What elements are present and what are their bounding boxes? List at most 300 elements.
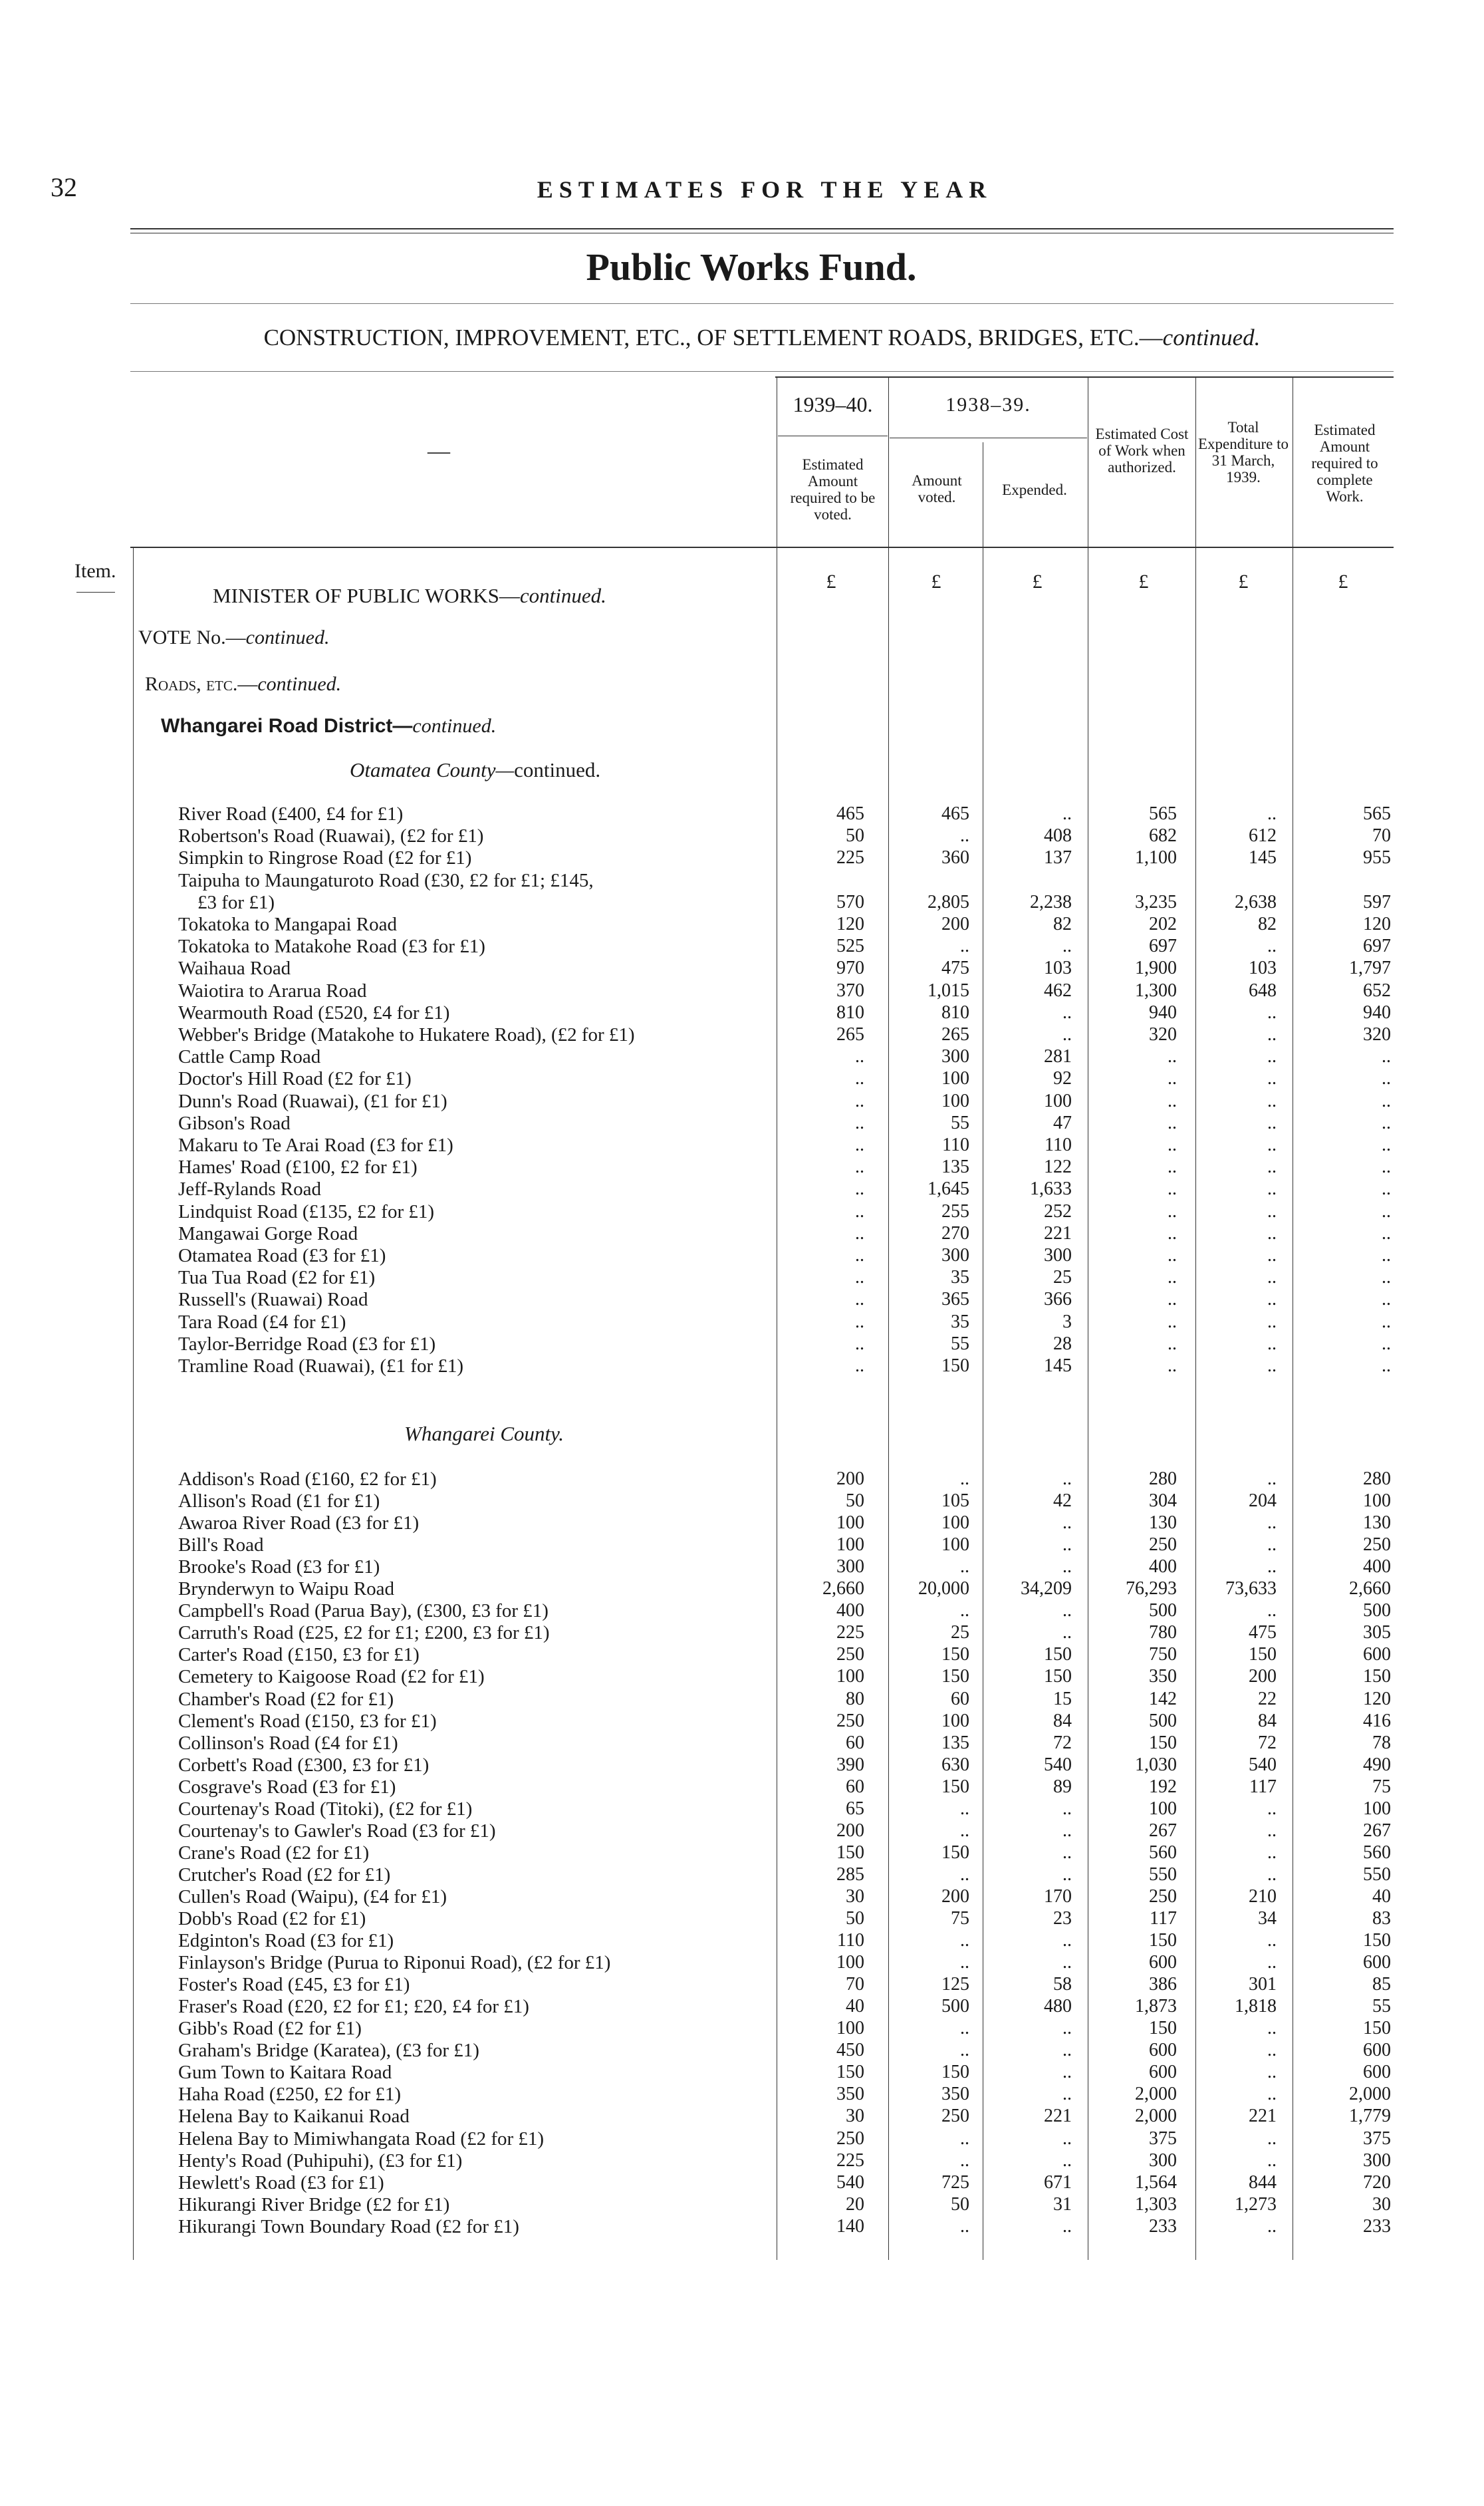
amount-cell: .. [960,1600,969,1621]
amount-cell: 100 [941,1512,969,1534]
currency-col-2: £ [931,571,941,593]
amount-cell: 150 [941,1842,969,1863]
amount-cell: 150 [941,1666,969,1687]
amount-cell: 25 [951,1622,969,1643]
amount-cell: .. [1382,1179,1391,1200]
amount-cell: .. [855,1112,864,1133]
amount-cell: 2,000 [1135,2106,1177,2127]
amount-cell: 150 [1149,2018,1177,2039]
amount-cell: .. [1062,1622,1072,1643]
road-description: Waiotira to Ararua Road [178,980,367,1002]
amount-cell: 500 [1363,1600,1391,1621]
amount-cell: 652 [1363,980,1391,1001]
amount-cell: 221 [1044,1222,1072,1244]
amount-cell: .. [1382,1333,1391,1354]
amount-cell: 150 [1149,1732,1177,1753]
amount-cell: .. [1168,1135,1177,1155]
amount-cell: 55 [1372,1996,1391,2017]
amount-cell: .. [1382,1157,1391,1178]
col-est-complete-heading: Estimated Amount required to complete Work. [1311,422,1378,505]
road-description: Hames' Road (£100, £2 for £1) [178,1157,418,1179]
col-1938-heading: 1938–39. [945,394,1031,416]
road-description: Tua Tua Road (£2 for £1) [178,1267,376,1289]
amount-cell: 117 [1249,1776,1277,1797]
amount-cell: 100 [941,1710,969,1731]
road-description: Tokatoka to Matakohe Road (£3 for £1) [178,936,485,958]
amount-cell: .. [1267,1842,1277,1863]
amount-cell: 600 [1149,2062,1177,2083]
amount-cell: 100 [836,1666,864,1687]
amount-cell: 200 [836,1468,864,1489]
amount-cell: 570 [836,891,864,912]
amount-cell: .. [1267,1200,1277,1222]
amount-cell: 122 [1044,1157,1072,1178]
amount-cell: 560 [1363,1842,1391,1863]
currency-col-5: £ [1238,571,1249,593]
amount-cell: 100 [1363,1490,1391,1512]
amount-cell: .. [1267,1222,1277,1244]
amount-cell: .. [1382,1355,1391,1376]
amount-cell: .. [1168,1311,1177,1332]
amount-cell: 130 [1363,1512,1391,1534]
road-description: Carter's Road (£150, £3 for £1) [178,1644,420,1666]
amount-cell: 600 [1363,2062,1391,2083]
amount-cell: 648 [1249,980,1277,1001]
amount-cell: 47 [1053,1112,1072,1133]
currency-col-6: £ [1338,571,1348,593]
amount-cell: 50 [846,1908,864,1929]
amount-cell: 55 [951,1112,969,1133]
amount-cell: 350 [1149,1666,1177,1687]
amount-cell: .. [1168,1245,1177,1266]
amount-cell: .. [1062,1864,1072,1885]
amount-cell: 600 [1363,1644,1391,1665]
road-description: Otamatea Road (£3 for £1) [178,1245,386,1266]
col-expended-heading: Expended. [1002,482,1067,498]
col-1939-heading: 1939–40. [793,392,873,416]
amount-cell: 1,818 [1235,1996,1277,2017]
amount-cell: 145 [1249,847,1277,869]
subtitle-continued: continued. [1162,325,1261,350]
amount-cell: 550 [1149,1864,1177,1885]
amount-cell: .. [1267,1930,1277,1951]
amount-cell: 250 [1149,1885,1177,1907]
amount-cell: 1,300 [1135,980,1177,1001]
amount-cell: 65 [846,1798,864,1819]
vote-heading [138,626,329,649]
amount-cell: .. [1382,1046,1391,1067]
amount-cell: 75 [951,1908,969,1929]
amount-cell: 150 [941,1776,969,1797]
currency-col-3: £ [1032,571,1043,593]
amount-cell: 320 [1363,1024,1391,1045]
road-description: Gibson's Road [178,1112,291,1134]
amount-cell: .. [1267,2040,1277,2061]
amount-cell: .. [1168,1157,1177,1178]
amount-cell: .. [1382,1222,1391,1244]
amount-cell: 50 [846,825,864,847]
amount-cell: 40 [1372,1885,1391,1907]
amount-cell: 265 [836,1024,864,1045]
amount-cell: 285 [836,1864,864,1885]
amount-cell: 682 [1149,825,1177,847]
amount-cell: 150 [1363,2018,1391,2039]
amount-cell: .. [1267,2018,1277,2039]
amount-cell: 2,000 [1135,2084,1177,2105]
amount-cell: 970 [836,958,864,979]
amount-cell: .. [1267,1864,1277,1885]
amount-cell: 400 [1149,1556,1177,1578]
amount-cell: 42 [1053,1490,1072,1512]
amount-cell: 78 [1372,1732,1391,1753]
amount-cell: 252 [1044,1200,1072,1222]
amount-cell: 540 [1044,1754,1072,1775]
amount-cell: 100 [1044,1090,1072,1111]
amount-cell: 1,900 [1135,958,1177,979]
col-est-required-heading: Estimated Amount required to be voted. [790,456,876,523]
amount-cell: .. [1267,1267,1277,1288]
amount-cell: 940 [1149,1002,1177,1023]
amount-cell: .. [1168,1355,1177,1376]
amount-cell: .. [1062,1842,1072,1863]
amount-cell: 150 [1044,1644,1072,1665]
amount-cell: 100 [836,1534,864,1556]
amount-cell: 565 [1363,803,1391,824]
amount-cell: .. [960,1798,969,1819]
amount-cell: .. [1267,1355,1277,1376]
amount-cell: 475 [941,958,969,979]
amount-cell: .. [1168,1333,1177,1354]
road-description: Collinson's Road (£4 for £1) [178,1732,398,1754]
amount-cell: .. [1382,1245,1391,1266]
col-amount-voted-heading: Amount voted. [912,472,962,505]
vrule-item [133,547,134,2260]
amount-cell: 110 [837,1930,864,1951]
amount-cell: 22 [1258,1688,1277,1709]
road-description: Jeff-Rylands Road [178,1179,321,1200]
amount-cell: 135 [941,1732,969,1753]
amount-cell: 720 [1363,2171,1391,2193]
amount-cell: .. [1062,1512,1072,1534]
amount-cell: .. [1168,1090,1177,1111]
amount-cell: 270 [941,1222,969,1244]
amount-cell: .. [855,1135,864,1155]
amount-cell: .. [1062,2215,1072,2237]
amount-cell: 267 [1363,1820,1391,1841]
amount-cell: 280 [1363,1468,1391,1489]
road-description: Bill's Road [178,1534,264,1556]
amount-cell: 250 [941,2106,969,2127]
amount-cell: .. [1267,1046,1277,1067]
amount-cell: 30 [846,2106,864,2127]
amount-cell: 100 [836,1512,864,1534]
amount-cell: .. [960,1952,969,1973]
amount-cell: 1,015 [928,980,969,1001]
amount-cell: 250 [836,1644,864,1665]
otamatea-heading [350,758,600,782]
amount-cell: 600 [1363,1952,1391,1973]
road-description: Mangawai Gorge Road [178,1222,358,1244]
amount-cell: .. [1267,1468,1277,1489]
amount-cell: 500 [941,1996,969,2017]
amount-cell: 250 [1149,1534,1177,1556]
amount-cell: 408 [1044,825,1072,847]
amount-cell: 304 [1149,1490,1177,1512]
amount-cell: .. [855,1222,864,1244]
amount-cell: .. [1062,1798,1072,1819]
amount-cell: 202 [1149,914,1177,934]
amount-cell: .. [855,1157,864,1178]
amount-cell: .. [1267,1289,1277,1310]
amount-cell: 490 [1363,1754,1391,1775]
amount-cell: .. [855,1355,864,1376]
amount-cell: 281 [1044,1046,1072,1067]
amount-cell: 192 [1149,1776,1177,1797]
amount-cell: 400 [1363,1556,1391,1578]
amount-cell: 3 [1062,1311,1072,1332]
amount-cell: 416 [1363,1710,1391,1731]
road-description: Brynderwyn to Waipu Road [178,1578,394,1600]
amount-cell: .. [960,1468,969,1489]
amount-cell: .. [1062,2018,1072,2039]
amount-cell: 221 [1044,2106,1072,2127]
colhead-dash: — [428,439,450,464]
amount-cell: .. [960,2018,969,2039]
road-description: Courtenay's Road (Titoki), (£2 for £1) [178,1798,473,1820]
amount-cell: 600 [1149,1952,1177,1973]
road-description: Corbett's Road (£300, £3 for £1) [178,1754,430,1776]
amount-cell: 320 [1149,1024,1177,1045]
amount-cell: 60 [846,1776,864,1797]
amount-cell: 597 [1363,891,1391,912]
amount-cell: .. [1168,1046,1177,1067]
amount-cell: 386 [1149,1974,1177,1995]
road-description: Cosgrave's Road (£3 for £1) [178,1776,396,1798]
amount-cell: 300 [1044,1245,1072,1266]
item-underline [76,592,115,593]
amount-cell: 1,564 [1135,2171,1177,2193]
minister-heading-cont: continued. [519,584,606,607]
amount-cell: 390 [836,1754,864,1775]
amount-cell: 150 [1249,1644,1277,1665]
roads-heading [145,673,341,696]
road-description: Clement's Road (£150, £3 for £1) [178,1710,437,1732]
amount-cell: 612 [1249,825,1277,847]
amount-cell: 225 [836,2150,864,2171]
amount-cell: 671 [1044,2171,1072,2193]
amount-cell: 210 [1249,1885,1277,1907]
item-label: Item. [74,560,116,582]
minister-heading-main: MINISTER OF PUBLIC WORKS— [213,584,520,607]
header-rule-1 [130,228,1394,229]
road-description: Hewlett's Road (£3 for £1) [178,2171,384,2193]
road-description: Lindquist Road (£135, £2 for £1) [178,1200,435,1222]
amount-cell: 1,303 [1135,2193,1177,2215]
road-description: Cullen's Road (Waipu), (£4 for £1) [178,1885,447,1907]
amount-cell: 34,209 [1021,1578,1072,1600]
amount-cell: 810 [941,1002,969,1023]
subtitle-rule [130,371,1394,372]
amount-cell: .. [1267,1311,1277,1332]
amount-cell: 940 [1363,1002,1391,1023]
road-description: Robertson's Road (Ruawai), (£2 for £1) [178,825,484,847]
amount-cell: 630 [941,1754,969,1775]
amount-cell: 170 [1044,1885,1072,1907]
amount-cell: 780 [1149,1622,1177,1643]
road-description: Waihaua Road [178,958,291,980]
amount-cell: .. [1168,1267,1177,1288]
amount-cell: 20,000 [918,1578,969,1600]
amount-cell: 280 [1149,1468,1177,1489]
amount-cell: 23 [1053,1908,1072,1929]
district-heading [161,715,496,738]
amount-cell: .. [1267,1002,1277,1023]
amount-cell: .. [960,1820,969,1841]
amount-cell: .. [1267,803,1277,824]
road-description: Fraser's Road (£20, £2 for £1; £20, £4 for £1) [178,1996,529,2018]
road-description: Finlayson's Bridge (Purua to Riponui Road), (£2 for £1) [178,1952,611,1974]
amount-cell: .. [1062,2040,1072,2061]
amount-cell: .. [1382,1090,1391,1111]
amount-cell: 82 [1053,914,1072,934]
amount-cell: .. [1267,1245,1277,1266]
amount-cell: 120 [1363,914,1391,934]
amount-cell: 540 [836,2171,864,2193]
amount-cell: 30 [1372,2193,1391,2215]
amount-cell: 135 [941,1157,969,1178]
colhead-top-rule [775,376,1394,378]
whangarei-heading: Whangarei County. [404,1422,564,1445]
minister-heading [213,584,606,608]
amount-cell: 84 [1258,1710,1277,1731]
amount-cell: 1,873 [1135,1996,1177,2017]
vote-heading-main: VOTE No.— [138,626,246,648]
amount-cell: .. [1267,1556,1277,1578]
road-description: Haha Road (£250, £2 for £1) [178,2084,402,2106]
amount-cell: .. [1062,1930,1072,1951]
amount-cell: 150 [941,1644,969,1665]
amount-cell: 560 [1149,1842,1177,1863]
amount-cell: .. [1062,1820,1072,1841]
road-description: Taipuha to Maungaturoto Road (£30, £2 for £1; £145, [178,869,594,891]
amount-cell: 100 [1363,1798,1391,1819]
amount-cell: 305 [1363,1622,1391,1643]
amount-cell: 200 [836,1820,864,1841]
amount-cell: 300 [941,1245,969,1266]
amount-cell: .. [1382,1068,1391,1089]
amount-cell: 300 [1149,2150,1177,2171]
currency-col-4: £ [1138,571,1149,593]
road-description: Helena Bay to Mimiwhangata Road (£2 for £1) [178,2128,545,2150]
amount-cell: 844 [1249,2171,1277,2193]
amount-cell: 15 [1053,1688,1072,1709]
amount-cell: 89 [1053,1776,1072,1797]
amount-cell: 60 [846,1732,864,1753]
amount-cell: 233 [1149,2215,1177,2237]
amount-cell: 2,638 [1235,891,1277,912]
amount-cell: .. [855,1068,864,1089]
amount-cell: 697 [1149,936,1177,957]
amount-cell: 80 [846,1688,864,1709]
road-description: Brooke's Road (£3 for £1) [178,1556,380,1578]
amount-cell: .. [855,1200,864,1222]
col-est-cost-heading: Estimated Cost of Work when authorized. [1095,426,1189,476]
amount-cell: 55 [951,1333,969,1354]
amount-cell: 92 [1053,1068,1072,1089]
amount-cell: 150 [1363,1666,1391,1687]
amount-cell: 110 [1045,1135,1072,1155]
amount-cell: .. [1267,2062,1277,2083]
amount-cell: 400 [836,1600,864,1621]
amount-cell: .. [960,825,969,847]
amount-cell: 375 [1149,2128,1177,2149]
amount-cell: 2,660 [822,1578,864,1600]
road-description: Doctor's Hill Road (£2 for £1) [178,1068,412,1090]
roads-heading-main: Roads, etc.— [145,673,258,695]
subtitle [130,325,1394,351]
amount-cell: 76,293 [1126,1578,1177,1600]
road-description: Wearmouth Road (£520, £4 for £1) [178,1002,450,1024]
page-number: 32 [51,172,77,202]
amount-cell: .. [1267,1798,1277,1819]
amount-cell: .. [1168,1200,1177,1222]
amount-cell: 375 [1363,2128,1391,2149]
amount-cell: .. [1382,1267,1391,1288]
road-description: Hikurangi River Bridge (£2 for £1) [178,2193,450,2215]
amount-cell: 255 [941,1200,969,1222]
amount-cell: .. [1267,2150,1277,2171]
amount-cell: .. [1267,1600,1277,1621]
amount-cell: 267 [1149,1820,1177,1841]
amount-cell: .. [1168,1289,1177,1310]
amount-cell: 120 [836,914,864,934]
amount-cell: .. [1168,1112,1177,1133]
amount-cell: .. [1382,1289,1391,1310]
amount-cell: .. [1267,2128,1277,2149]
amount-cell: 150 [941,1355,969,1376]
amount-cell: 250 [836,1710,864,1731]
amount-cell: .. [855,1090,864,1111]
road-description: Russell's (Ruawai) Road [178,1289,368,1311]
amount-cell: 82 [1258,914,1277,934]
amount-cell: 150 [1044,1666,1072,1687]
road-description: Foster's Road (£45, £3 for £1) [178,1974,410,1996]
road-description: Edginton's Road (£3 for £1) [178,1930,394,1952]
amount-cell: 200 [941,1885,969,1907]
road-description: Tara Road (£4 for £1) [178,1311,346,1333]
amount-cell: .. [1062,1534,1072,1556]
road-description: Tokatoka to Mangapai Road [178,914,397,935]
amount-cell: 83 [1372,1908,1391,1929]
amount-cell: .. [1267,2084,1277,2105]
amount-cell: 70 [1372,825,1391,847]
amount-cell: .. [1062,936,1072,957]
road-description: Awaroa River Road (£3 for £1) [178,1512,420,1534]
amount-cell: 137 [1044,847,1072,869]
amount-cell: 2,000 [1349,2084,1391,2105]
amount-cell: .. [1267,1333,1277,1354]
amount-cell: .. [855,1046,864,1067]
amount-cell: 2,805 [928,891,969,912]
road-description: Chamber's Road (£2 for £1) [178,1688,394,1710]
amount-cell: 301 [1249,1974,1277,1995]
amount-cell: .. [1267,2215,1277,2237]
road-description: Carruth's Road (£25, £2 for £1; £200, £3 for £1) [178,1622,550,1644]
amount-cell: 150 [836,1842,864,1863]
amount-cell: .. [855,1333,864,1354]
road-description: River Road (£400, £4 for £1) [178,803,404,825]
road-description: Hikurangi Town Boundary Road (£2 for £1) [178,2215,519,2237]
